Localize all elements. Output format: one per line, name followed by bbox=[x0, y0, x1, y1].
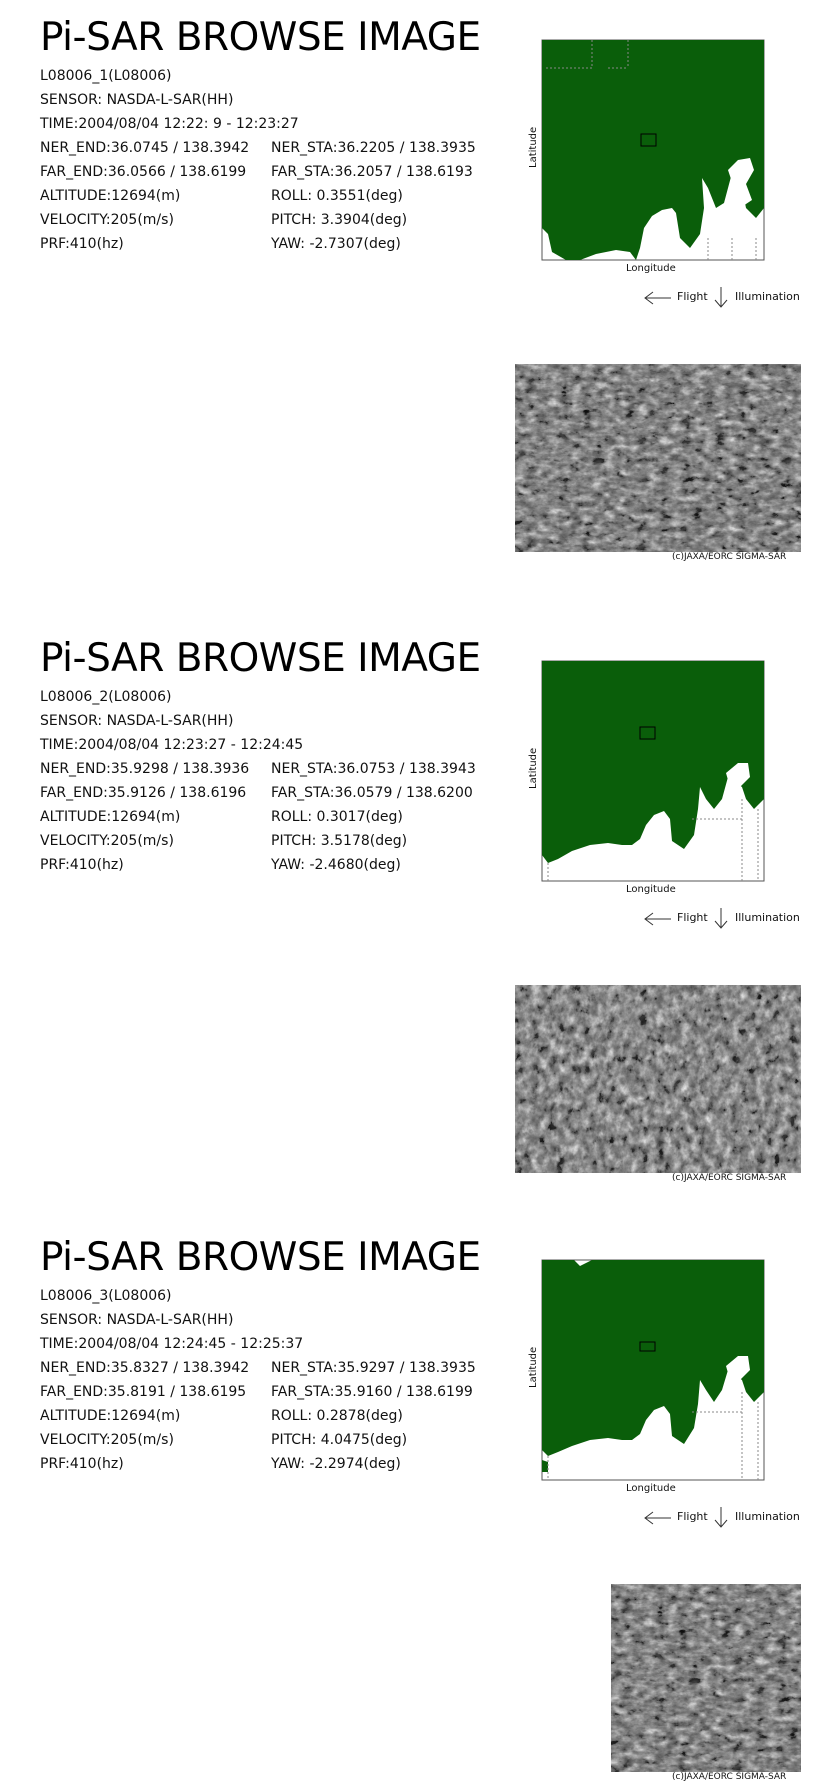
map-y-label: Latitude bbox=[528, 126, 539, 168]
credit-text: (c)JAXA/EORC SIGMA-SAR bbox=[672, 552, 787, 562]
illumination-label: Illumination bbox=[735, 1510, 800, 1523]
prf-text: PRF:410(hz) bbox=[40, 236, 124, 252]
pitch-text: PITCH: 3.5178(deg) bbox=[271, 833, 408, 849]
flight-arrow-icon bbox=[643, 911, 673, 927]
location-map bbox=[528, 659, 794, 899]
far-sta-text: FAR_STA:35.9160 / 138.6199 bbox=[271, 1384, 473, 1400]
ner-end-text: NER_END:36.0745 / 138.3942 bbox=[40, 140, 250, 156]
illumination-arrow-icon bbox=[713, 1507, 729, 1529]
sar-image bbox=[515, 364, 801, 552]
illumination-label: Illumination bbox=[735, 911, 800, 924]
illumination-label: Illumination bbox=[735, 290, 800, 303]
yaw-text: YAW: -2.2974(deg) bbox=[271, 1456, 401, 1472]
direction-legend bbox=[643, 287, 803, 311]
map-x-label: Longitude bbox=[626, 1483, 676, 1494]
sensor-text: SENSOR: NASDA-L-SAR(HH) bbox=[40, 713, 234, 729]
flight-arrow-icon bbox=[643, 290, 673, 306]
scene-id: L08006_1(L08006) bbox=[40, 68, 172, 84]
section-title: Pi-SAR BROWSE IMAGE bbox=[40, 1235, 481, 1280]
far-sta-text: FAR_STA:36.2057 / 138.6193 bbox=[271, 164, 473, 180]
location-map bbox=[528, 1258, 794, 1498]
location-map bbox=[528, 38, 794, 278]
far-end-text: FAR_END:35.8191 / 138.6195 bbox=[40, 1384, 247, 1400]
roll-text: ROLL: 0.2878(deg) bbox=[271, 1408, 403, 1424]
direction-legend bbox=[643, 1507, 803, 1531]
ner-end-text: NER_END:35.8327 / 138.3942 bbox=[40, 1360, 250, 1376]
flight-arrow-icon bbox=[643, 1510, 673, 1526]
flight-label: Flight bbox=[677, 1510, 708, 1523]
velocity-text: VELOCITY:205(m/s) bbox=[40, 833, 174, 849]
ner-end-text: NER_END:35.9298 / 138.3936 bbox=[40, 761, 250, 777]
section-title: Pi-SAR BROWSE IMAGE bbox=[40, 15, 481, 60]
location-map-figure bbox=[532, 659, 794, 899]
altitude-text: ALTITUDE:12694(m) bbox=[40, 809, 181, 825]
time-text: TIME:2004/08/04 12:22: 9 - 12:23:27 bbox=[40, 116, 299, 132]
velocity-text: VELOCITY:205(m/s) bbox=[40, 1432, 174, 1448]
location-map-figure bbox=[532, 38, 794, 278]
scene-id: L08006_2(L08006) bbox=[40, 689, 172, 705]
far-sta-text: FAR_STA:36.0579 / 138.6200 bbox=[271, 785, 473, 801]
map-x-label: Longitude bbox=[626, 263, 676, 274]
pitch-text: PITCH: 4.0475(deg) bbox=[271, 1432, 408, 1448]
credit-text: (c)JAXA/EORC SIGMA-SAR bbox=[672, 1772, 787, 1782]
prf-text: PRF:410(hz) bbox=[40, 1456, 124, 1472]
roll-text: ROLL: 0.3017(deg) bbox=[271, 809, 403, 825]
scene-id: L08006_3(L08006) bbox=[40, 1288, 172, 1304]
direction-legend bbox=[643, 908, 803, 932]
map-y-label: Latitude bbox=[528, 747, 539, 789]
altitude-text: ALTITUDE:12694(m) bbox=[40, 1408, 181, 1424]
illumination-arrow-icon bbox=[713, 908, 729, 930]
far-end-text: FAR_END:36.0566 / 138.6199 bbox=[40, 164, 247, 180]
time-text: TIME:2004/08/04 12:24:45 - 12:25:37 bbox=[40, 1336, 304, 1352]
ner-sta-text: NER_STA:35.9297 / 138.3935 bbox=[271, 1360, 476, 1376]
velocity-text: VELOCITY:205(m/s) bbox=[40, 212, 174, 228]
sensor-text: SENSOR: NASDA-L-SAR(HH) bbox=[40, 1312, 234, 1328]
pitch-text: PITCH: 3.3904(deg) bbox=[271, 212, 408, 228]
location-map-figure bbox=[532, 1258, 794, 1498]
altitude-text: ALTITUDE:12694(m) bbox=[40, 188, 181, 204]
ner-sta-text: NER_STA:36.2205 / 138.3935 bbox=[271, 140, 476, 156]
flight-label: Flight bbox=[677, 290, 708, 303]
prf-text: PRF:410(hz) bbox=[40, 857, 124, 873]
roll-text: ROLL: 0.3551(deg) bbox=[271, 188, 403, 204]
map-y-label: Latitude bbox=[528, 1346, 539, 1388]
ner-sta-text: NER_STA:36.0753 / 138.3943 bbox=[271, 761, 476, 777]
sar-image bbox=[515, 985, 801, 1173]
yaw-text: YAW: -2.7307(deg) bbox=[271, 236, 401, 252]
sar-image bbox=[611, 1584, 801, 1772]
time-text: TIME:2004/08/04 12:23:27 - 12:24:45 bbox=[40, 737, 304, 753]
flight-label: Flight bbox=[677, 911, 708, 924]
illumination-arrow-icon bbox=[713, 287, 729, 309]
credit-text: (c)JAXA/EORC SIGMA-SAR bbox=[672, 1173, 787, 1183]
sensor-text: SENSOR: NASDA-L-SAR(HH) bbox=[40, 92, 234, 108]
section-title: Pi-SAR BROWSE IMAGE bbox=[40, 636, 481, 681]
yaw-text: YAW: -2.4680(deg) bbox=[271, 857, 401, 873]
map-x-label: Longitude bbox=[626, 884, 676, 895]
far-end-text: FAR_END:35.9126 / 138.6196 bbox=[40, 785, 247, 801]
